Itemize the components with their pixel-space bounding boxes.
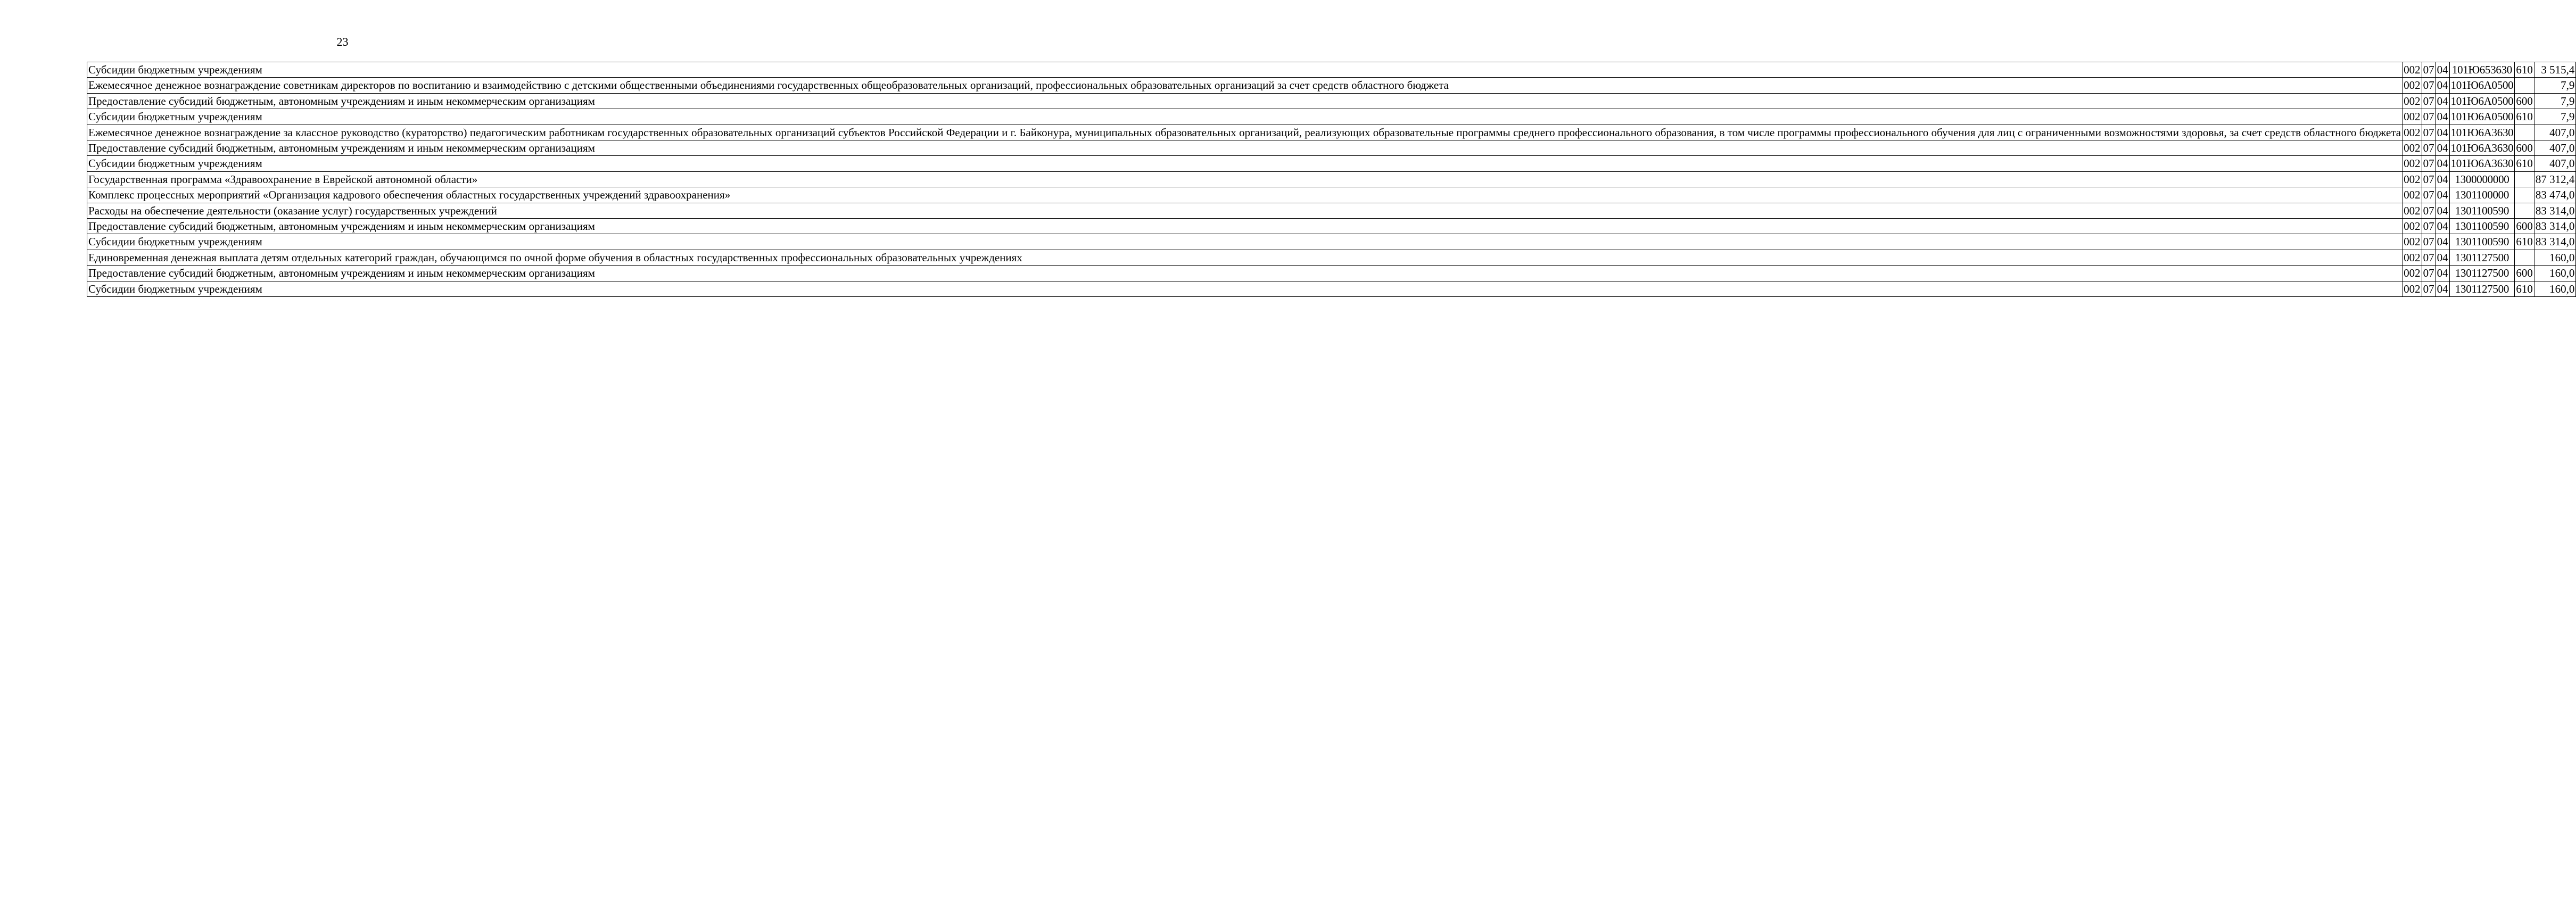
row-name-cell: Комплекс процессных мероприятий «Организация кадрового обеспечения областных государственных учреждений здравоохранения»	[87, 187, 2402, 203]
row-grbs-cell: 002	[2402, 187, 2422, 203]
row-subsection-cell: 04	[2435, 281, 2449, 296]
table-row	[87, 203, 2576, 218]
row-expense-type-cell: 600	[2515, 219, 2534, 234]
row-subsection-cell: 04	[2435, 250, 2449, 265]
row-grbs-cell: 002	[2402, 171, 2422, 187]
row-amount-cell: 407,0	[2534, 125, 2576, 140]
row-grbs-cell: 002	[2402, 219, 2422, 234]
row-target-article-cell: 101Ю6А0500	[2449, 109, 2515, 125]
row-section-cell: 07	[2422, 203, 2435, 218]
row-section-cell: 07	[2422, 250, 2435, 265]
row-expense-type-cell: 600	[2515, 140, 2534, 156]
table-row	[87, 109, 2576, 125]
row-subsection-cell: 04	[2435, 93, 2449, 109]
row-section-cell: 07	[2422, 93, 2435, 109]
budget-table	[87, 62, 2576, 297]
row-name-cell: Предоставление субсидий бюджетным, автономным учреждениям и иным некоммерческим организациям	[87, 140, 2402, 156]
row-expense-type-cell	[2515, 171, 2534, 187]
row-name-cell: Государственная программа «Здравоохранение в Еврейской автономной области»	[87, 171, 2402, 187]
row-expense-type-cell	[2515, 125, 2534, 140]
table-row	[87, 219, 2576, 234]
row-expense-type-cell: 600	[2515, 266, 2534, 281]
row-amount-cell: 7,9	[2534, 78, 2576, 93]
row-section-cell: 07	[2422, 140, 2435, 156]
row-target-article-cell: 1300000000	[2449, 171, 2515, 187]
table-row	[87, 234, 2576, 250]
row-name-cell: Субсидии бюджетным учреждениям	[87, 62, 2402, 78]
row-name-cell: Ежемесячное денежное вознаграждение за классное руководство (кураторство) педагогическим работникам государственных образовательных организаций субъектов Российской Федерации и г. Байконура, муниципальных образовательных организаций, реализующих образовательные программы среднего профессионального образования, в том числе программы профессионального обучения для лиц с ограниченными возможностями здоровья, за счет средств областного бюджета	[87, 125, 2402, 140]
table-row	[87, 281, 2576, 296]
row-subsection-cell: 04	[2435, 156, 2449, 171]
row-section-cell: 07	[2422, 234, 2435, 250]
row-grbs-cell: 002	[2402, 140, 2422, 156]
row-target-article-cell: 101Ю6А3630	[2449, 125, 2515, 140]
row-section-cell: 07	[2422, 281, 2435, 296]
row-section-cell: 07	[2422, 62, 2435, 78]
row-amount-cell: 407,0	[2534, 140, 2576, 156]
row-name-cell: Предоставление субсидий бюджетным, автономным учреждениям и иным некоммерческим организациям	[87, 93, 2402, 109]
row-amount-cell: 160,0	[2534, 266, 2576, 281]
row-expense-type-cell	[2515, 187, 2534, 203]
table-row	[87, 140, 2576, 156]
row-section-cell: 07	[2422, 219, 2435, 234]
row-grbs-cell: 002	[2402, 203, 2422, 218]
row-name-cell: Предоставление субсидий бюджетным, автономным учреждениям и иным некоммерческим организациям	[87, 219, 2402, 234]
row-target-article-cell: 1301100590	[2449, 203, 2515, 218]
row-name-cell: Субсидии бюджетным учреждениям	[87, 109, 2402, 125]
row-expense-type-cell	[2515, 78, 2534, 93]
row-amount-cell: 83 314,0	[2534, 219, 2576, 234]
row-amount-cell: 160,0	[2534, 281, 2576, 296]
row-target-article-cell: 1301100000	[2449, 187, 2515, 203]
row-subsection-cell: 04	[2435, 171, 2449, 187]
row-section-cell: 07	[2422, 156, 2435, 171]
row-amount-cell: 87 312,4	[2534, 171, 2576, 187]
row-grbs-cell: 002	[2402, 109, 2422, 125]
row-subsection-cell: 04	[2435, 78, 2449, 93]
row-subsection-cell: 04	[2435, 234, 2449, 250]
row-target-article-cell: 1301100590	[2449, 234, 2515, 250]
row-amount-cell: 407,0	[2534, 156, 2576, 171]
table-row	[87, 93, 2576, 109]
row-subsection-cell: 04	[2435, 187, 2449, 203]
row-grbs-cell: 002	[2402, 62, 2422, 78]
table-row	[87, 78, 2576, 93]
row-expense-type-cell: 610	[2515, 281, 2534, 296]
row-expense-type-cell: 610	[2515, 234, 2534, 250]
row-target-article-cell: 1301127500	[2449, 266, 2515, 281]
row-name-cell: Субсидии бюджетным учреждениям	[87, 156, 2402, 171]
row-amount-cell: 160,0	[2534, 250, 2576, 265]
row-grbs-cell: 002	[2402, 266, 2422, 281]
row-subsection-cell: 04	[2435, 62, 2449, 78]
row-name-cell: Субсидии бюджетным учреждениям	[87, 281, 2402, 296]
row-target-article-cell: 101Ю653630	[2449, 62, 2515, 78]
page-number: 23	[336, 35, 349, 48]
row-grbs-cell: 002	[2402, 234, 2422, 250]
row-amount-cell: 7,9	[2534, 93, 2576, 109]
table-row	[87, 187, 2576, 203]
row-grbs-cell: 002	[2402, 78, 2422, 93]
row-expense-type-cell	[2515, 250, 2534, 265]
row-subsection-cell: 04	[2435, 125, 2449, 140]
row-expense-type-cell: 600	[2515, 93, 2534, 109]
table-row	[87, 266, 2576, 281]
row-name-cell: Субсидии бюджетным учреждениям	[87, 234, 2402, 250]
row-name-cell: Предоставление субсидий бюджетным, автономным учреждениям и иным некоммерческим организациям	[87, 266, 2402, 281]
row-name-cell: Расходы на обеспечение деятельности (оказание услуг) государственных учреждений	[87, 203, 2402, 218]
row-target-article-cell: 101Ю6А3630	[2449, 140, 2515, 156]
row-section-cell: 07	[2422, 109, 2435, 125]
row-subsection-cell: 04	[2435, 140, 2449, 156]
row-amount-cell: 3 515,4	[2534, 62, 2576, 78]
table-row	[87, 250, 2576, 265]
table-row	[87, 171, 2576, 187]
table-row	[87, 156, 2576, 171]
row-amount-cell: 83 474,0	[2534, 187, 2576, 203]
row-amount-cell: 83 314,0	[2534, 234, 2576, 250]
row-section-cell: 07	[2422, 78, 2435, 93]
row-subsection-cell: 04	[2435, 109, 2449, 125]
row-target-article-cell: 1301100590	[2449, 219, 2515, 234]
table-row	[87, 125, 2576, 140]
row-subsection-cell: 04	[2435, 266, 2449, 281]
row-expense-type-cell: 610	[2515, 62, 2534, 78]
row-section-cell: 07	[2422, 187, 2435, 203]
row-target-article-cell: 101Ю6А0500	[2449, 93, 2515, 109]
budget-table-body	[87, 62, 2576, 297]
row-name-cell: Ежемесячное денежное вознаграждение советникам директоров по воспитанию и взаимодействию с детскими общественными объединениями государственных общеобразовательных организаций, профессиональных образовательных организаций за счет средств областного бюджета	[87, 78, 2402, 93]
row-expense-type-cell	[2515, 203, 2534, 218]
row-grbs-cell: 002	[2402, 125, 2422, 140]
row-grbs-cell: 002	[2402, 93, 2422, 109]
row-amount-cell: 83 314,0	[2534, 203, 2576, 218]
row-target-article-cell: 101Ю6А3630	[2449, 156, 2515, 171]
row-grbs-cell: 002	[2402, 156, 2422, 171]
table-row	[87, 62, 2576, 78]
row-grbs-cell: 002	[2402, 281, 2422, 296]
row-name-cell: Единовременная денежная выплата детям отдельных категорий граждан, обучающимся по очной форме обучения в областных государственных профессиональных образовательных учреждениях	[87, 250, 2402, 265]
row-section-cell: 07	[2422, 171, 2435, 187]
row-expense-type-cell: 610	[2515, 156, 2534, 171]
row-grbs-cell: 002	[2402, 250, 2422, 265]
row-section-cell: 07	[2422, 125, 2435, 140]
row-section-cell: 07	[2422, 266, 2435, 281]
row-subsection-cell: 04	[2435, 203, 2449, 218]
row-expense-type-cell: 610	[2515, 109, 2534, 125]
row-target-article-cell: 1301127500	[2449, 281, 2515, 296]
row-target-article-cell: 101Ю6А0500	[2449, 78, 2515, 93]
row-target-article-cell: 1301127500	[2449, 250, 2515, 265]
row-amount-cell: 7,9	[2534, 109, 2576, 125]
row-subsection-cell: 04	[2435, 219, 2449, 234]
